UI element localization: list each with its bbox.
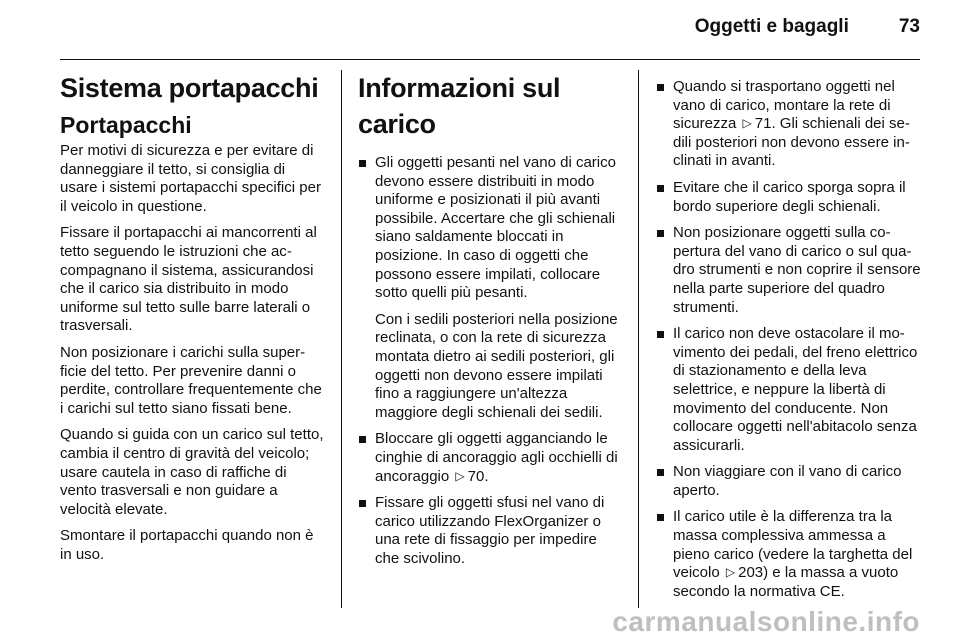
paragraph: Quando si guida con un carico sul tetto, cambia il centro di gravità del veicolo; usare cautela in caso di raffiche di vento trasversali e non guidare a velocità elevate.: [60, 426, 324, 518]
paragraph: Fissare il portapacchi ai mancorrenti al tetto seguendo le istruzioni che accompagnano il sistema, assicurandosi che il carico sia distribuito in modo uniforme sul tetto sulle barre laterali o trasversali.: [60, 224, 317, 335]
item-text: Bloccare gli oggetti agganciando le cinghie di ancoraggio agli occhielli di ancoraggio: [375, 430, 618, 485]
list-item: [656, 325, 922, 455]
page-reference[interactable]: 71: [754, 115, 772, 133]
item-text: Non viaggiare con il vano di carico aperto.: [673, 463, 902, 499]
page-reference-icon[interactable]: ▷: [742, 116, 752, 131]
item-text: Fissare gli oggetti sfusi nel vano di carico utilizzando FlexOrganizer o una rete di fissaggio per impedire che scivolino.: [375, 494, 605, 567]
subheading-portapacchi: Portapacchi: [60, 112, 192, 138]
page-number: 73: [898, 16, 920, 37]
list-item: [656, 78, 922, 171]
bullet-square-icon: [359, 160, 366, 167]
page-header: [60, 16, 920, 46]
item-text: Quando si trasportano oggetti nel vano di carico, montare la rete di sicurezza: [673, 78, 895, 133]
column-divider-2: [638, 70, 639, 608]
bullet-square-icon: [657, 331, 664, 338]
watermark: carmanualsonline.info: [612, 606, 920, 637]
paragraph: Non posizionare i carichi sulla superficie del tetto. Per prevenire danni o perdite, controllare frequentemente che i carichi sul tetto siano fissati bene.: [60, 343, 322, 417]
item-text: Non posizionare oggetti sulla copertura del vano di carico o sul quadro strumenti e non coprire il sensore nella parte superiore del quadro strumenti.: [673, 224, 921, 316]
bullet-list: [358, 154, 624, 568]
heading-informazioni-carico: Informazioni sul carico: [358, 73, 561, 139]
list-item: [656, 179, 922, 216]
bullet-square-icon: [359, 436, 366, 443]
bullet-square-icon: [657, 185, 664, 192]
list-item: [656, 508, 922, 601]
column-2: [358, 70, 624, 576]
item-text: Il carico utile è la differenza tra la massa complessiva ammessa a pieno carico (vedere la targhetta del veicolo: [673, 508, 913, 582]
bullet-square-icon: [657, 514, 664, 521]
list-item: [358, 154, 624, 422]
page-reference-icon[interactable]: ▷: [455, 468, 465, 483]
bullet-square-icon: [359, 500, 366, 507]
item-text: Gli oggetti pesanti nel vano di carico devono essere distribuiti in modo uniforme e posizionati il più avanti possibile. Accertare che gli schienali siano saldamente bloccati in posizione. In caso di oggetti che possono essere impilati, collocare sotto quelli più pesanti.: [375, 154, 616, 302]
bullet-square-icon: [657, 230, 664, 237]
page-reference-icon[interactable]: ▷: [725, 565, 736, 580]
heading-sistema-portapacchi: Sistema portapacchi: [60, 73, 319, 103]
column-3: [656, 78, 922, 609]
page-reference[interactable]: 70.: [467, 467, 489, 485]
item-text: Il carico non deve ostacolare il movimento dei pedali, del freno elettrico di stazionamento e della leva selettrice, e neppure la libertà di movimento del conducente. Non collocare oggetti nell'abitacolo senza assicurarli.: [673, 325, 918, 454]
section-title: Oggetti e bagagli: [694, 16, 849, 37]
page-reference[interactable]: 203: [738, 564, 764, 582]
paragraph: Per motivi di sicurezza e per evitare di danneggiare il tetto, si consiglia di usare i sistemi portapacchi specifici per il veicolo in questione.: [60, 142, 321, 215]
list-item: [656, 463, 922, 500]
item-text: . Gli schienali dei sedili posteriori non devono essere inclinati in avanti.: [673, 115, 910, 170]
list-item: [358, 494, 624, 568]
column-divider-1: [341, 70, 342, 608]
paragraph: Smontare il portapacchi quando non è in uso.: [60, 527, 314, 563]
list-item: [358, 430, 624, 486]
list-item: [656, 224, 922, 317]
item-text: Evitare che il carico sporga sopra il bordo superiore degli schienali.: [673, 178, 906, 215]
item-text: ) e la massa a vuoto secondo la normativa CE.: [673, 564, 899, 600]
bullet-square-icon: [657, 84, 664, 91]
bullet-list: [656, 78, 922, 601]
bullet-square-icon: [657, 469, 664, 476]
header-rule: [60, 59, 920, 60]
column-1: [60, 70, 326, 572]
item-subparagraph: Con i sedili posteriori nella posizione reclinata, o con la rete di sicurezza montata dietro ai sedili posteriori, gli oggetti non devono essere impilati fino a raggiungere un'altezza maggiore degli schienali dei sedili.: [375, 310, 618, 421]
